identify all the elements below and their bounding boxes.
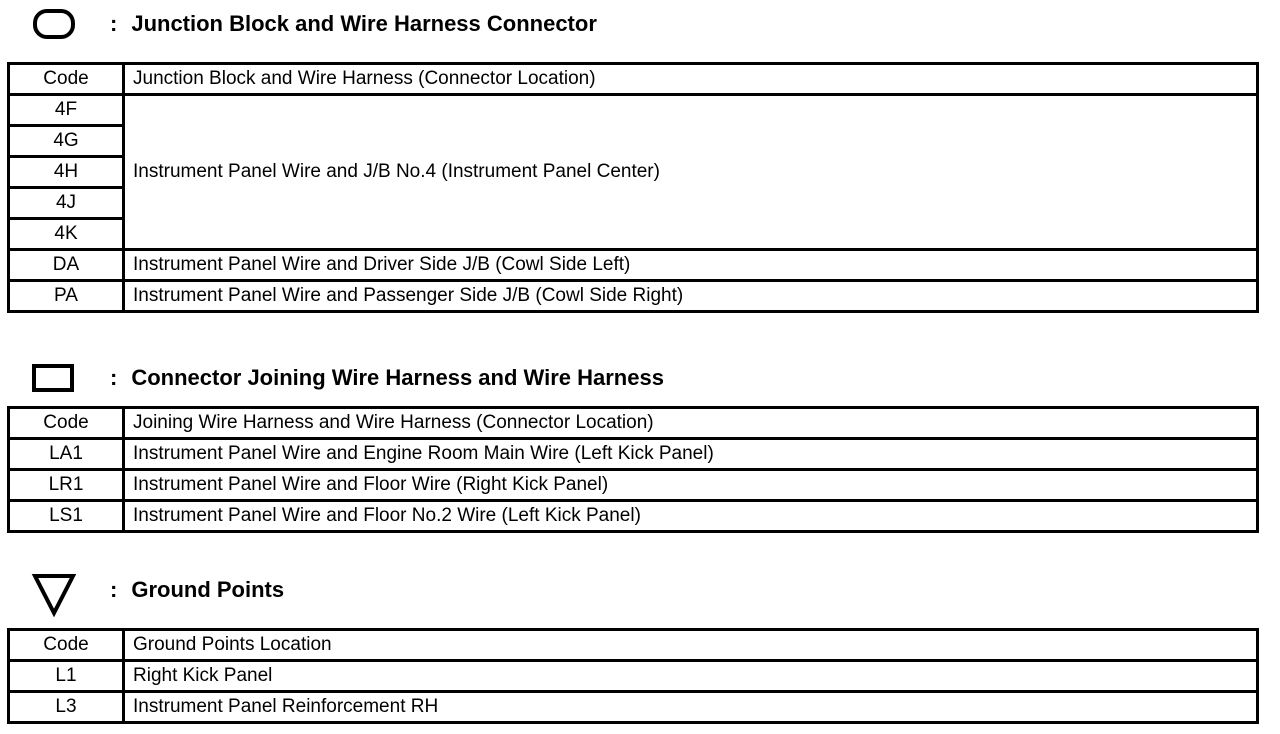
row-description: Instrument Panel Wire and Floor No.2 Wire (Left Kick Panel) <box>124 501 1258 532</box>
table-row <box>9 95 1258 126</box>
table-row <box>9 439 1258 470</box>
row-code: LS1 <box>9 501 124 532</box>
table-header-row <box>9 64 1258 95</box>
table-header-row <box>9 630 1258 661</box>
header-description: Ground Points Location <box>124 630 1258 661</box>
table-header-row <box>9 408 1258 439</box>
section-colon: : <box>110 577 118 602</box>
row-description: Right Kick Panel <box>124 661 1258 692</box>
row-code: 4K <box>9 219 124 250</box>
header-code: Code <box>9 408 124 439</box>
row-description: Instrument Panel Reinforcement RH <box>124 692 1258 723</box>
header-description: Joining Wire Harness and Wire Harness (Connector Location) <box>124 408 1258 439</box>
row-description: Instrument Panel Wire and Floor Wire (Right Kick Panel) <box>124 470 1258 501</box>
section-connector-heading <box>30 360 664 396</box>
junction-block-table <box>7 62 1259 313</box>
row-code: 4G <box>9 126 124 157</box>
section-junction-block-heading <box>30 6 597 42</box>
section-title: Ground Points <box>131 577 285 602</box>
row-code: 4H <box>9 157 124 188</box>
row-code: 4F <box>9 95 124 126</box>
table-row <box>9 661 1258 692</box>
section-colon: : <box>110 365 118 390</box>
row-description: Instrument Panel Wire and Driver Side J/B (Cowl Side Left) <box>124 250 1258 281</box>
rounded-rectangle-icon <box>30 6 78 42</box>
row-description: Instrument Panel Wire and Passenger Side J/B (Cowl Side Right) <box>124 281 1258 312</box>
table-row <box>9 501 1258 532</box>
inverted-triangle-icon <box>30 572 78 608</box>
row-code: DA <box>9 250 124 281</box>
ground-points-table <box>7 628 1259 724</box>
row-code: PA <box>9 281 124 312</box>
header-description: Junction Block and Wire Harness (Connector Location) <box>124 64 1258 95</box>
row-code: LR1 <box>9 470 124 501</box>
row-code: L3 <box>9 692 124 723</box>
table-row <box>9 250 1258 281</box>
table-row <box>9 692 1258 723</box>
row-code: 4J <box>9 188 124 219</box>
section-title: Junction Block and Wire Harness Connector <box>131 11 597 36</box>
table-row <box>9 470 1258 501</box>
section-colon: : <box>110 11 118 36</box>
table-row <box>9 281 1258 312</box>
header-code: Code <box>9 630 124 661</box>
header-code: Code <box>9 64 124 95</box>
row-description-merged: Instrument Panel Wire and J/B No.4 (Instrument Panel Center) <box>124 95 1258 250</box>
connector-table <box>7 406 1259 533</box>
rectangle-icon <box>30 360 78 396</box>
section-title: Connector Joining Wire Harness and Wire Harness <box>131 365 664 390</box>
row-code: LA1 <box>9 439 124 470</box>
row-code: L1 <box>9 661 124 692</box>
section-ground-points-heading <box>30 572 284 608</box>
row-description: Instrument Panel Wire and Engine Room Main Wire (Left Kick Panel) <box>124 439 1258 470</box>
